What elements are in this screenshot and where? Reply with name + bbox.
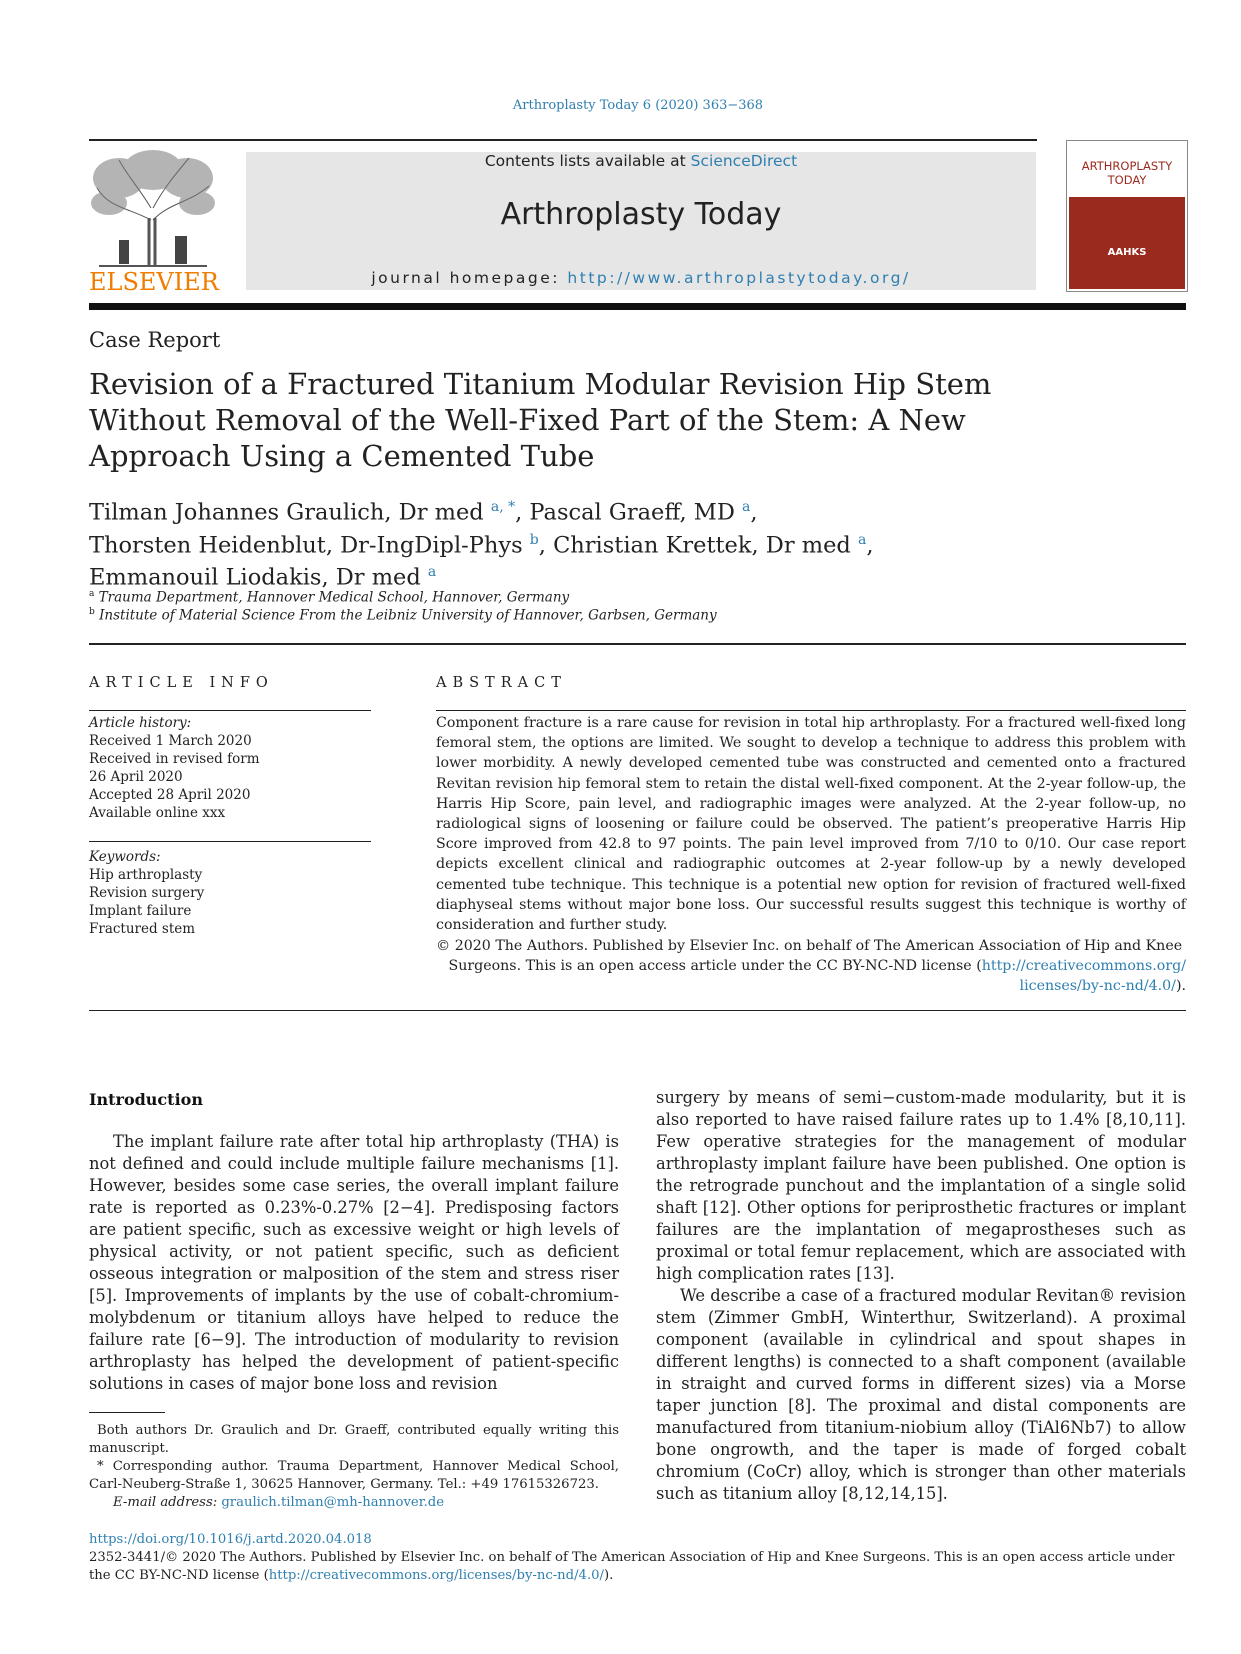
license-link[interactable]: licenses/by-nc-nd/4.0/ [1019,978,1176,995]
doi-link[interactable] [89,1532,372,1547]
abstract-copyright [436,936,1186,997]
keyword-item: Revision surgery [89,885,205,901]
email-link[interactable]: graulich.tilman@mh-hannover.de [221,1495,445,1510]
cover-title-line1: ARTHROPLASTY [1081,159,1173,173]
author-list: Tilman Johannes Graulich, Dr med $^{a, *}$, Pascal Graeff, MD $^a$, Thorsten Heidenblut, Dr-IngDipl-Phys $^b$, Christian Krettek, Dr med $^a$, Emmanouil Liodakis, Dr med $^a$ [89,499,874,591]
body-paragraph: The implant failure rate after total hip arthroplasty (THA) is not defined and could include multiple failure mechanisms [1]. However, besides some case series, the overall implant failure rate is reported as 0.23%-0.27% [2−4]. Predisposing factors are patient specific, such as excessive weight or high levels of physical activity, or not patient specific, such as deficient osseous integration or malposition of the stem and stress riser [5]. Improvements of implants by the use of cobalt-chromium-molybdenum or titanium alloys have helped to reduce the failure rate [6−9]. The introduction of modularity to revision arthroplasty has helped the development of patient-specific solutions in cases of major bone loss and revision [89,1132,619,1393]
cover-title [1069,159,1185,187]
history-item: Available online xxx [89,805,226,821]
homepage-prefix: journal homepage: [371,269,568,287]
keywords-label: Keywords: [89,849,161,865]
author-affiliation-ref[interactable]: a [742,499,751,515]
author-name: Christian Krettek, Dr med [553,532,851,558]
journal-cover[interactable] [1066,140,1188,292]
abstract-heading: ABSTRACT [436,675,567,691]
journal-homepage [246,269,1036,287]
license-text: 2352-3441/© 2020 The Authors. Published by Elsevier Inc. on behalf of The American Association of Hip and Knee Surgeons. This is an open access article under the CC BY-NC-ND license ( [89,1550,1175,1583]
contents-line [246,152,1036,170]
affiliation-text: Institute of Material Science From the Leibniz University of Hannover, Garbsen, Germany [99,607,717,624]
body-paragraph: surgery by means of semi−custom-made modularity, but it is also reported to have raised failure rates up to 1.4% [8,10,11]. Few operative strategies for the management of modular arthroplasty implant failure have been published. One option is the retrograde punchout and the implantation of a single solid shaft [12]. Other options for periprosthetic fractures or implant failures are the implantation of megaprostheses such as proximal or total femur replacement, which are associated with high complication rates [13]. [656,1088,1186,1283]
email-label: E-mail address: [113,1495,222,1510]
article-title: Revision of a Fractured Titanium Modular Revision Hip Stem Without Removal of the Well-Fixed Part of the Stem: A New Approach Using a Cemented Tube [89,367,992,473]
footnote-equal-contribution: Both authors Dr. Graulich and Dr. Graeff, contributed equally writing this manuscript. [89,1423,619,1456]
history-item: Accepted 28 April 2020 [89,787,251,803]
copyright-line2 [436,956,1186,976]
author-name: Pascal Graeff, MD [529,499,735,526]
header-top-rule [89,139,1037,141]
abstract-bottom-rule [89,1010,1186,1011]
affiliation-b [89,607,717,624]
right-column [656,1087,1186,1505]
copyright-line1: © 2020 The Authors. Published by Elsevier Inc. on behalf of The American Association of Hip and Knee [436,938,1183,954]
keywords [89,848,371,938]
copyright-end: ). [1175,978,1186,995]
affiliation-text: Trauma Department, Hannover Medical School, Hannover, Germany [98,589,570,606]
history-item: Received in revised form [89,751,260,767]
sciencedirect-link[interactable]: ScienceDirect [690,152,798,170]
history-item: 26 April 2020 [89,769,183,785]
abstract-rule [436,710,1186,711]
history-label: Article history: [89,715,192,731]
left-column [89,1131,619,1395]
contents-prefix: Contents lists available at [484,152,691,170]
info-top-rule [89,643,1186,645]
cover-top [1069,143,1185,191]
author-affiliation-ref[interactable]: b [529,531,539,548]
doi-url[interactable]: https://doi.org/10.1016/j.artd.2020.04.018 [89,1532,372,1547]
body-paragraph: We describe a case of a fractured modular Revitan® revision stem (Zimmer GmbH, Winterthur, Switzerland). A proximal component (available in cylindrical and spout shapes in different lengths) is connected to a shaft component (available in straight and curved forms in different sizes) via a Morse taper junction [8]. The proximal and distal components are manufactured from titanium-niobium alloy (TiAl6Nb7) to allow bone ongrowth, and the taper is made of forged cobalt chromium (CoCr) alloy, which is stronger than other materials such as titanium alloy [8,12,14,15]. [656,1286,1186,1503]
elsevier-wordmark: ELSEVIER [89,268,219,296]
footnote-corresponding: * Corresponding author. Trauma Department, Hannover Medical School, Carl-Neuberg-Straße 1, 30625 Hannover, Germany. Tel.: +49 17615326723. [89,1459,619,1492]
article-type: Case Report [89,328,221,352]
footer-license-link[interactable]: http://creativecommons.org/licenses/by-nc-nd/4.0/ [268,1568,604,1583]
cover-band [1069,197,1185,289]
author-name: Thorsten Heidenblut, Dr-IngDipl-Phys [89,532,523,558]
cover-title-line2: TODAY [1107,173,1147,187]
article-info-rule [89,710,371,711]
journal-title: Arthroplasty Today [500,197,782,232]
footnote-email [89,1494,619,1512]
footnotes [89,1422,619,1512]
footer-license [89,1549,1186,1585]
header-thick-rule [89,303,1186,310]
footnote-rule [89,1412,165,1413]
abstract-text: Component fracture is a rare cause for revision in total hip arthroplasty. For a fractured well-fixed long femoral stem, the options are limited. We sought to develop a technique to address this problem with lower morbidity. A newly developed cemented tube was constructed and cemented onto a fractured Revitan revision hip femoral stem to retain the distal well-fixed component. At the 2-year follow-up, the Harris Hip Score, pain level, and radiographic images were analyzed. At the 2-year follow-up, no radiological signs of loosening or failure could be observed. The patient’s preoperative Harris Hip Score improved from 42.8 to 97 points. The pain level improved from 7/10 to 0/10. Our case report depicts excellent clinical and radiographic outcomes at 2-year follow-up by a newly developed cemented tube technique. This technique is a potential new option for revision of fractured well-fixed diaphyseal stems without major bone loss. Our successful results suggest this technique is worthy of consideration and further study. [436,715,1186,934]
author-name: Tilman Johannes Graulich, Dr med [89,499,484,526]
copyright-line3 [436,976,1186,996]
keyword-item: Implant failure [89,903,192,919]
homepage-link[interactable]: http://www.arthroplastytoday.org/ [567,269,911,287]
affiliation-key: b [89,607,95,617]
elsevier-tree-logo [89,148,217,268]
copyright-license-text: Surgeons. This is an open access article under the CC BY-NC-ND license ( [448,958,982,975]
author-name: Emmanouil Liodakis, Dr med [89,564,421,591]
cover-badge: AAHKS [1107,247,1147,258]
keyword-item: Hip arthroplasty [89,867,203,883]
license-link[interactable]: http://creativecommons.org/ [981,958,1186,975]
keyword-item: Fractured stem [89,921,196,937]
history-item: Received 1 March 2020 [89,733,252,749]
keywords-rule [89,841,371,842]
author-affiliation-ref[interactable]: a, * [490,499,516,515]
affiliation-a [89,589,569,606]
journal-reference[interactable]: Arthroplasty Today 6 (2020) 363−368 [512,98,764,113]
introduction-heading: Introduction [89,1090,203,1109]
article-history [89,714,371,822]
author-affiliation-ref[interactable]: a [427,564,437,580]
affiliation-key: a [89,589,95,599]
article-info-heading: ARTICLE INFO [89,675,274,691]
author-affiliation-ref[interactable]: a [857,531,867,548]
license-end: ). [603,1568,614,1583]
